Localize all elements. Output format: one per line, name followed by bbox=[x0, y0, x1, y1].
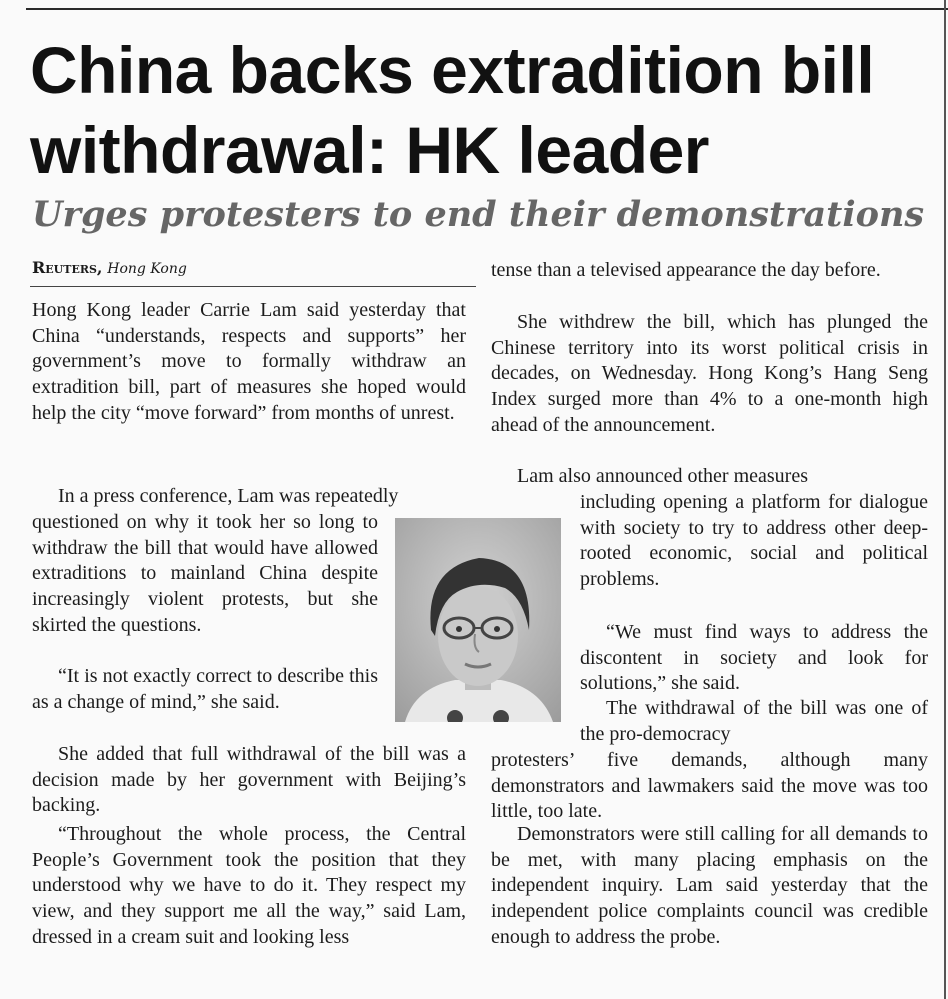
byline-rule bbox=[30, 286, 476, 287]
col2-paragraph-6: Demonstrators were still calling for all demands to be met, with many placing emphasis on the independent inquiry. Lam said yesterday that the independent police complaints council was credible enough to address the probe. bbox=[491, 823, 928, 948]
col1-paragraph-2: questioned on why it took her so long to withdraw the bill that would have allowed extraditions to mainland China despite increasingly violent protests, but she skirted the questions. bbox=[32, 511, 378, 636]
portrait-photo bbox=[395, 518, 561, 722]
col2-paragraph-3-lead: Lam also announced other measures bbox=[517, 465, 809, 487]
col1-paragraph-5: “Throughout the whole process, the Central People’s Government took the position that they understood why we have to do it. They respect my view, and they support me all the way,” said Lam, dressed in a cream suit and looking less bbox=[32, 823, 466, 948]
col1-paragraph-3: “It is not exactly correct to describe this as a change of mind,” she said. bbox=[32, 665, 378, 713]
top-rule bbox=[26, 8, 948, 10]
col1-paragraph-1: Hong Kong leader Carrie Lam said yesterday that China “understands, respects and supports” her government’s move to formally withdraw an extradition bill, part of measures she hoped would help the city “move forward” from months of unrest. bbox=[32, 299, 466, 424]
col1-paragraph-2-lead: In a press conference, Lam was repeatedly bbox=[58, 485, 399, 507]
col2-paragraph-4: “We must find ways to address the discontent in society and look for solutions,” she said. bbox=[580, 621, 928, 695]
col2-paragraph-2: She withdrew the bill, which has plunged the Chinese territory into its worst political crisis in decades, on Wednesday. Hong Kong’s Hang Seng Index surged more than 4% to a one-month high ahead of the announcement. bbox=[491, 311, 928, 436]
headline: China backs extradition bill withdrawal: HK leader bbox=[30, 33, 875, 187]
subheadline: Urges protesters to end their demonstrations bbox=[32, 194, 925, 235]
byline-location: Hong Kong bbox=[107, 261, 187, 277]
col2-paragraph-3: including opening a platform for dialogue with society to try to address other deep-rooted economic, social and political problems. bbox=[580, 491, 928, 591]
col1-paragraph-4: She added that full withdrawal of the bill was a decision made by her government with Beijing’s backing. bbox=[32, 743, 466, 817]
col2-paragraph-1: tense than a televised appearance the day before. bbox=[491, 259, 881, 281]
portrait-illustration bbox=[395, 518, 561, 722]
col2-paragraph-5: protesters’ five demands, although many demonstrators and lawmakers said the move was too little, too late. bbox=[491, 749, 928, 823]
byline bbox=[32, 258, 187, 279]
col2-paragraph-5-lead: The withdrawal of the bill was one of the pro-democracy bbox=[580, 697, 928, 745]
byline-agency: Reuters, bbox=[32, 258, 103, 277]
